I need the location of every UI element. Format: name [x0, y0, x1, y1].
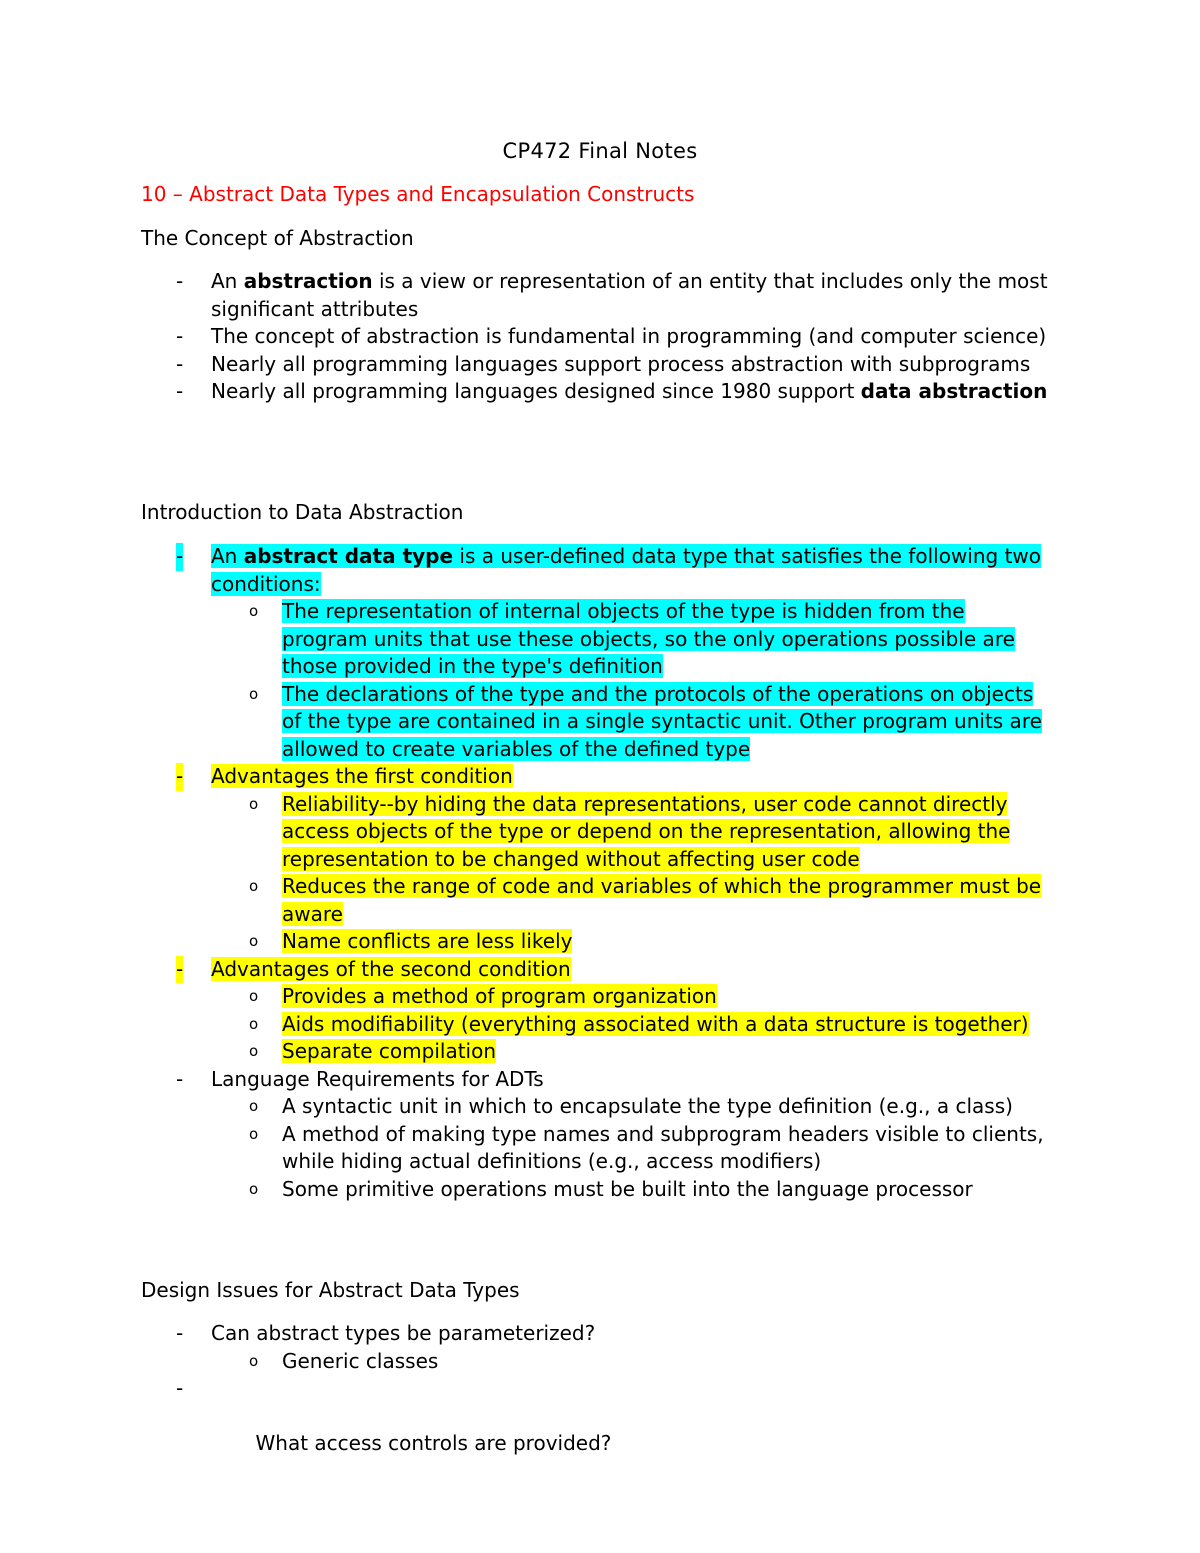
dash-marker: - — [176, 351, 184, 376]
dash-marker: - — [176, 1066, 184, 1091]
chapter-heading: 10 – Abstract Data Types and Encapsulation Constructs — [141, 182, 695, 206]
list-item: o Aids modifiability (everything associated with a data structure is together) — [0, 1011, 1052, 1039]
list-item: - Nearly all programming languages support process abstraction with subprograms — [0, 351, 1061, 379]
list-item: o Separate compilation — [0, 1038, 1052, 1066]
circle-bullet-icon: o — [249, 1042, 259, 1060]
list-item: - Language Requirements for ADTs — [0, 1066, 1061, 1094]
list-item: o A method of making type names and subprogram headers visible to clients, while hiding actual definitions (e.g., access modifiers) — [249, 1121, 1044, 1173]
list-item: o A syntactic unit in which to encapsulate the type definition (e.g., a class) — [0, 1093, 1052, 1121]
list-item: - An abstract data type is a user-defined data type that satisfies the following two conditions: — [176, 544, 1042, 596]
circle-bullet-icon: o — [249, 987, 259, 1005]
concept-list — [0, 268, 1200, 406]
list-item: o Reduces the range of code and variables of which the programmer must be aware — [249, 874, 1042, 926]
list-item: o The declarations of the type and the protocols of the operations on objects of the type are contained in a single syntactic unit. Other program units are allowed to create variables of the defined type — [249, 681, 1042, 761]
circle-bullet-icon: o — [249, 932, 259, 950]
list-item: o Name conflicts are less likely — [0, 928, 1052, 956]
circle-bullet-icon: o — [249, 1351, 259, 1370]
list-item: o Provides a method of program organization — [0, 983, 1052, 1011]
dash-marker: - — [176, 269, 184, 293]
list-item: - Nearly all programming languages designed since 1980 support data abstraction — [0, 378, 1061, 406]
design-list — [0, 1320, 1200, 1485]
circle-bullet-icon: o — [249, 602, 259, 620]
dash-marker: - — [176, 956, 183, 984]
section-heading-design: Design Issues for Abstract Data Types — [141, 1278, 520, 1302]
list-item: o Generic classes — [0, 1348, 1052, 1376]
list-item: o Reliability--by hiding the data representations, user code cannot directly access objects of the type or depend on the representation, allowing the representation to be changed without affecting user code — [249, 791, 1011, 871]
dash-marker: - — [176, 763, 183, 791]
circle-bullet-icon: o — [249, 1014, 259, 1033]
circle-bullet-icon: o — [249, 794, 259, 813]
circle-bullet-icon: o — [249, 1179, 259, 1198]
circle-bullet-icon: o — [249, 1124, 259, 1143]
dash-marker: - — [176, 1376, 184, 1400]
circle-bullet-icon: o — [249, 1097, 259, 1115]
section-heading-intro: Introduction to Data Abstraction — [141, 500, 464, 524]
list-item: - Can abstract types be parameterized? — [0, 1320, 1061, 1348]
list-item: - Advantages the first condition — [0, 763, 1061, 791]
list-item: o Some primitive operations must be built into the language processor — [0, 1176, 1052, 1204]
circle-bullet-icon: o — [249, 877, 259, 895]
dash-marker: - — [176, 324, 184, 348]
list-item: o The representation of internal objects of the type is hidden from the program units that use these objects, so the only operations possible are those provided in the type's definition — [249, 599, 1015, 678]
intro-list — [0, 543, 1200, 1203]
list-item: - The concept of abstraction is fundamental in programming (and computer science) — [0, 323, 1061, 351]
circle-bullet-icon: o — [249, 684, 259, 703]
list-item: - Advantages of the second condition — [0, 956, 1061, 984]
page-title: CP472 Final Notes — [502, 139, 698, 163]
dash-marker: - — [176, 543, 183, 571]
list-item: - An abstraction is a view or representation of an entity that includes only the most significant attributes — [176, 269, 1048, 321]
list-item: - What access controls are provided? — [176, 1376, 612, 1455]
dash-marker: - — [176, 379, 184, 403]
dash-marker: - — [176, 1321, 184, 1345]
section-heading-concept: The Concept of Abstraction — [141, 226, 414, 250]
